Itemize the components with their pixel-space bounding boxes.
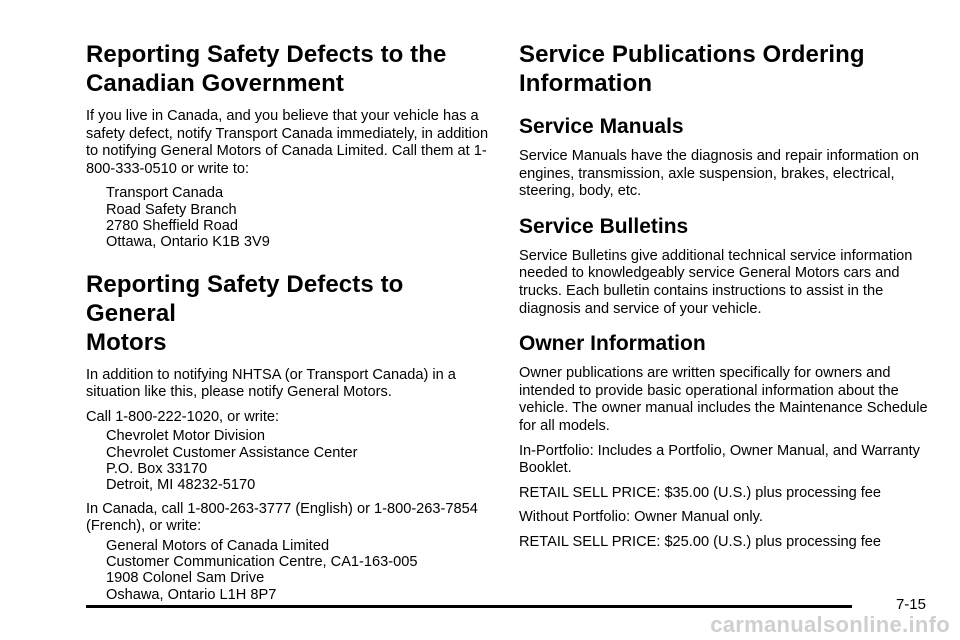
paragraph-gm-canada: In Canada, call 1-800-263-3777 (English) or 1-800-263-7854 (French), or write: (86, 500, 478, 535)
address-line: General Motors of Canada Limited (106, 537, 330, 554)
paragraph-gm-call: Call 1-800-222-1020, or write: (86, 408, 280, 425)
address-line: 1908 Colonel Sam Drive (106, 570, 265, 587)
heading-service-publications: Service Publications Ordering Information (519, 41, 865, 97)
heading-service-bulletins: Service Bulletins (519, 214, 689, 238)
address-line: Detroit, MI 48232-5170 (106, 477, 256, 494)
heading-owner-information: Owner Information (519, 332, 706, 356)
address-line: Transport Canada (106, 185, 224, 202)
address-line: Oshawa, Ontario L1H 8P7 (106, 586, 277, 603)
paragraph-gm-intro: In addition to notifying NHTSA (or Transport Canada) in a situation like this, please notify General Motors. (86, 366, 456, 401)
paragraph-price-25: RETAIL SELL PRICE: $25.00 (U.S.) plus processing fee (519, 533, 882, 550)
heading-service-manuals: Service Manuals (519, 115, 684, 138)
watermark: carmanualsonline.info (710, 612, 950, 637)
right-column (519, 40, 939, 559)
heading-reporting-gm: Reporting Safety Defects to General Motors (86, 270, 404, 356)
address-transport-canada (106, 185, 496, 250)
address-line: Chevrolet Motor Division (106, 428, 265, 445)
left-column (86, 40, 496, 610)
address-line: Customer Communication Centre, CA1-163-005 (106, 554, 418, 571)
address-line: P.O. Box 33170 (106, 460, 208, 477)
heading-reporting-canada: Reporting Safety Defects to the Canadian Government (86, 41, 447, 97)
address-chevrolet (106, 428, 496, 493)
paragraph-owner-info: Owner publications are written specifically for owners and intended to provide basic operational information about the vehicle. The owner manual includes the Maintenance Schedule for all models. (519, 365, 928, 434)
footer-rule (86, 605, 852, 608)
address-line: 2780 Sheffield Road (106, 217, 238, 234)
paragraph-service-manuals: Service Manuals have the diagnosis and repair information on engines, transmission, axle suspension, brakes, electrical, steering, body, etc. (519, 148, 919, 200)
address-line: Ottawa, Ontario K1B 3V9 (106, 234, 270, 251)
page-number: 7-15 (895, 596, 926, 613)
paragraph-without-portfolio: Without Portfolio: Owner Manual only. (519, 509, 763, 526)
paragraph-service-bulletins: Service Bulletins give additional technical service information needed to knowledgeably service General Motors cars and trucks. Each bulletin contains instructions to assist in the diagnosis and service of your vehicle. (519, 247, 913, 317)
paragraph-price-35: RETAIL SELL PRICE: $35.00 (U.S.) plus processing fee (519, 484, 882, 501)
address-line: Road Safety Branch (106, 201, 237, 218)
address-gm-canada (106, 538, 496, 603)
paragraph-in-portfolio: In-Portfolio: Includes a Portfolio, Owner Manual, and Warranty Booklet. (519, 442, 920, 477)
paragraph-canada-intro: If you live in Canada, and you believe that your vehicle has a safety defect, notify Transport Canada immediately, in addition to notifying General Motors of Canada Limited. Call them at 1-800-333-0510 or write to: (86, 108, 489, 177)
address-line: Chevrolet Customer Assistance Center (106, 444, 358, 461)
